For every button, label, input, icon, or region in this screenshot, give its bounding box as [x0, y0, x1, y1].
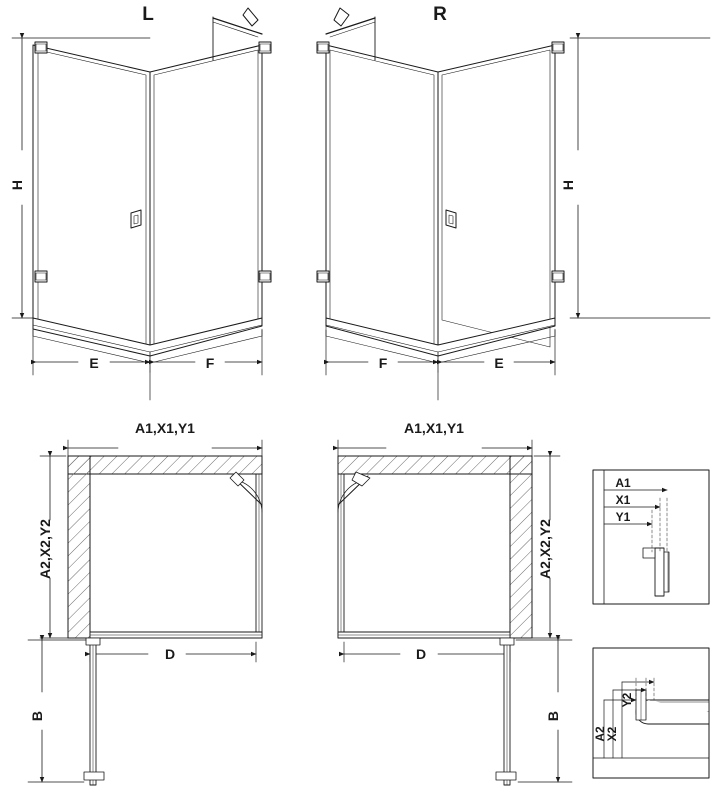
- detail-top-label-y1: Y1: [615, 510, 631, 524]
- detail-bottom-label-a2: A2: [593, 726, 607, 742]
- plan-left-side-dim-label: A2,X2,Y2: [37, 519, 53, 579]
- plan-right-side-dim-label: A2,X2,Y2: [537, 519, 553, 579]
- plan-left-door-dim-label: B: [29, 710, 45, 722]
- plan-right-door-dim-label: B: [545, 710, 561, 722]
- plan-left-inner-dim-label: D: [164, 646, 176, 662]
- detail-bottom-label-x2: X2: [605, 726, 619, 742]
- iso-right-variant-label: R: [433, 4, 447, 25]
- iso-left-variant-label: L: [142, 4, 154, 25]
- detail-top-label-x1: X1: [615, 493, 631, 507]
- plan-right-top-dim-label: A1,X1,Y1: [404, 420, 464, 436]
- iso-left-side-panel-label: F: [205, 355, 215, 371]
- detail-bottom-label-y2: Y2: [620, 692, 634, 708]
- iso-left-front-panel-label: E: [89, 355, 99, 371]
- detail-bottom: [593, 648, 709, 778]
- iso-left-height-label: H: [9, 179, 25, 191]
- iso-view-right: [317, 4, 710, 400]
- iso-right-height-label: H: [560, 179, 576, 191]
- iso-right-front-panel-label: E: [494, 355, 504, 371]
- iso-view-left: [9, 4, 271, 400]
- iso-right-side-panel-label: F: [378, 355, 388, 371]
- plan-view-right: [338, 420, 572, 785]
- plan-left-top-dim-label: A1,X1,Y1: [135, 420, 195, 436]
- detail-top: [593, 470, 709, 604]
- plan-right-inner-dim-label: D: [415, 646, 427, 662]
- detail-top-label-a1: A1: [615, 476, 631, 490]
- plan-view-left: [28, 420, 262, 785]
